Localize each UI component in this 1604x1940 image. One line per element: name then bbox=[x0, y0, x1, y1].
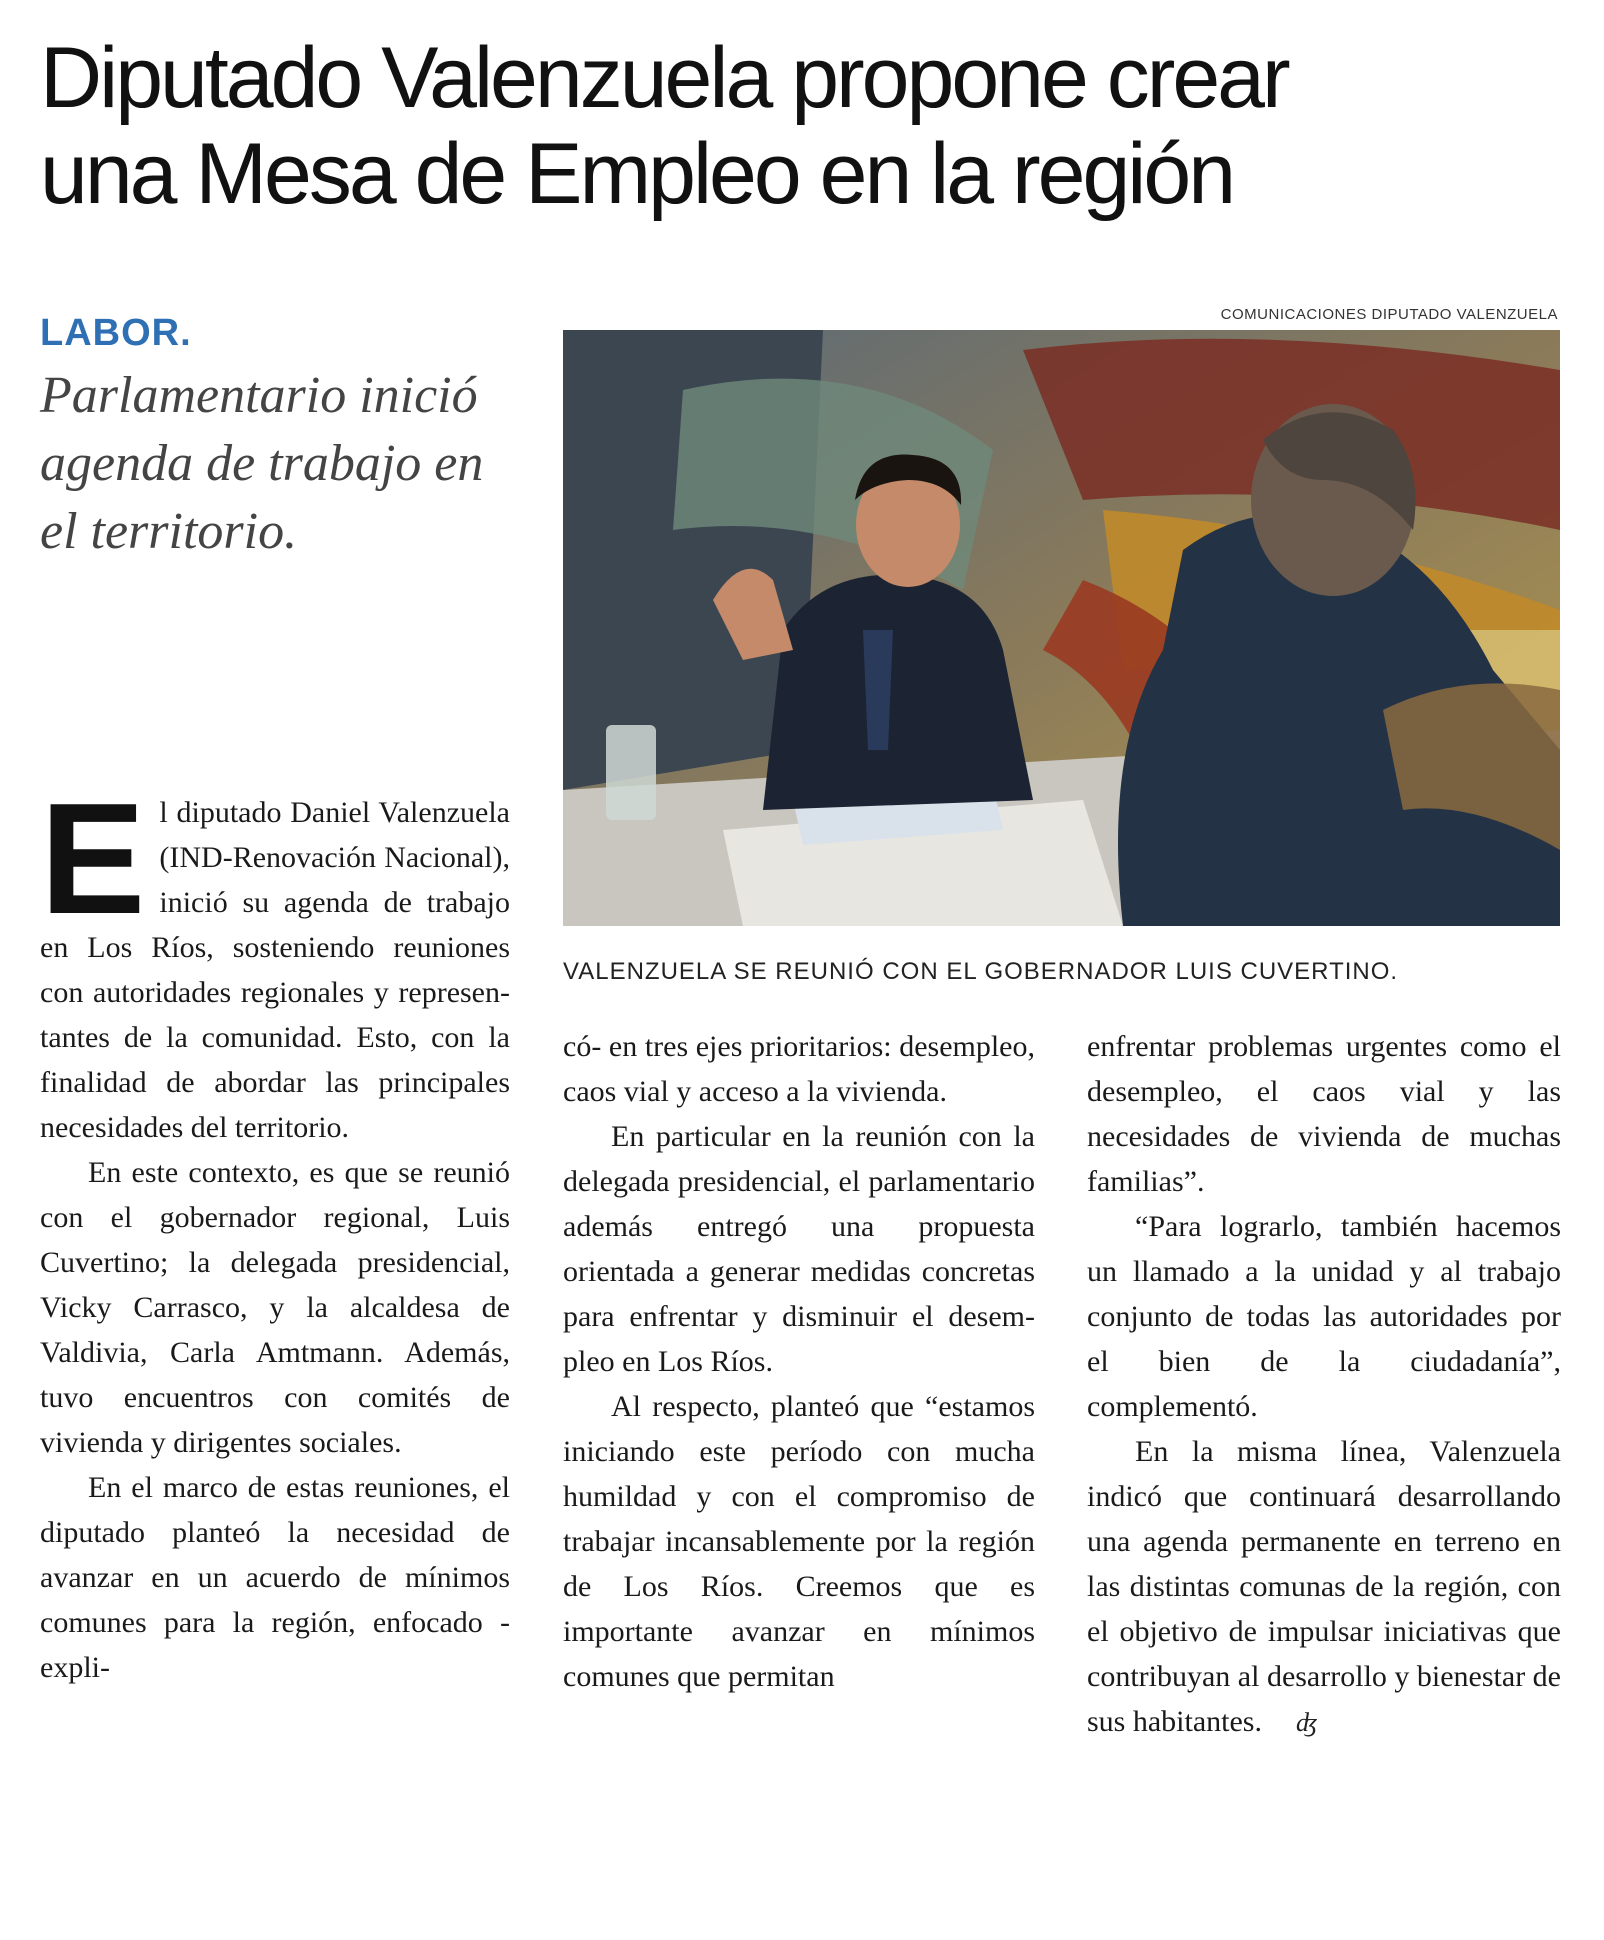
article-column-2 bbox=[563, 1024, 1035, 1699]
headline-line-1: Diputado Valenzuela propone crear bbox=[40, 30, 1288, 126]
section-kicker: LABOR. bbox=[40, 312, 192, 354]
end-of-article-mark: ʤ bbox=[1295, 1708, 1317, 1737]
subheadline: Parlamentario inició agenda de trabajo en el territorio. bbox=[40, 367, 484, 560]
article-photo bbox=[563, 330, 1560, 926]
article-column-1 bbox=[40, 771, 510, 1690]
drop-cap: E bbox=[40, 771, 146, 947]
photo-caption: VALENZUELA SE REUNIÓ CON EL GOBERNADOR LUIS CUVERTINO. bbox=[563, 958, 1399, 985]
paragraph-1: El diputado Daniel Valenzuela (IND-Renovación Nacional), inició su agenda de trabajo en Los Ríos, sosteniendo reuniones con autoridades regionales y representantes de la comunidad. Esto, con la finalidad de abordar las principales necesidades del territorio. bbox=[40, 771, 510, 1144]
paragraph-7: enfrentar problemas urgentes como el desempleo, el caos vial y las necesidades de vivienda de muchas familias”. bbox=[1087, 1030, 1561, 1198]
paragraph-3: En el marco de estas reuniones, el diputado planteó la necesidad de avanzar en un acuerdo de mínimos comunes para la región, enfocado -expli- bbox=[40, 1471, 510, 1684]
headline bbox=[40, 30, 1570, 222]
headline-line-2: una Mesa de Empleo en la región bbox=[40, 126, 1234, 222]
photo-credit: COMUNICACIONES DIPUTADO VALENZUELA bbox=[1220, 306, 1558, 323]
paragraph-5: En particular en la reunión con la delegada presidencial, el parlamentario además entregó una propuesta orientada a generar medidas concretas para enfrentar y disminuir el desempleo en Los Ríos. bbox=[563, 1120, 1035, 1378]
article-column-3 bbox=[1087, 1024, 1561, 1745]
meeting-photo-illustration bbox=[563, 330, 1560, 926]
paragraph-9: En la misma línea, Valenzuela indicó que continuará desarrollando una agenda permanente en terreno en las distintas comunas de la región, con el objetivo de impulsar iniciativas que contribuyan al desarrollo y bienestar de sus habitantes. ʤ bbox=[1087, 1435, 1561, 1738]
paragraph-4: có- en tres ejes prioritarios: desempleo, caos vial y acceso a la vivienda. bbox=[563, 1030, 1035, 1108]
paragraph-2: En este contexto, es que se reunió con el gobernador regional, Luis Cuvertino; la delegada presidencial, Vicky Carrasco, y la alcaldesa de Valdivia, Carla Amtmann. Además, tuvo encuentros con comités de vivienda y dirigentes sociales. bbox=[40, 1156, 510, 1459]
paragraph-8: “Para lograrlo, también hacemos un llamado a la unidad y al trabajo conjunto de todas las autoridades por el bien de la ciudadanía”, complementó. bbox=[1087, 1210, 1561, 1423]
paragraph-6: Al respecto, planteó que “estamos iniciando este período con mucha humildad y con el compromiso de trabajar incansablemente por la región de Los Ríos. Creemos que es importante avanzar en mínimos comunes que permitan bbox=[563, 1390, 1035, 1693]
